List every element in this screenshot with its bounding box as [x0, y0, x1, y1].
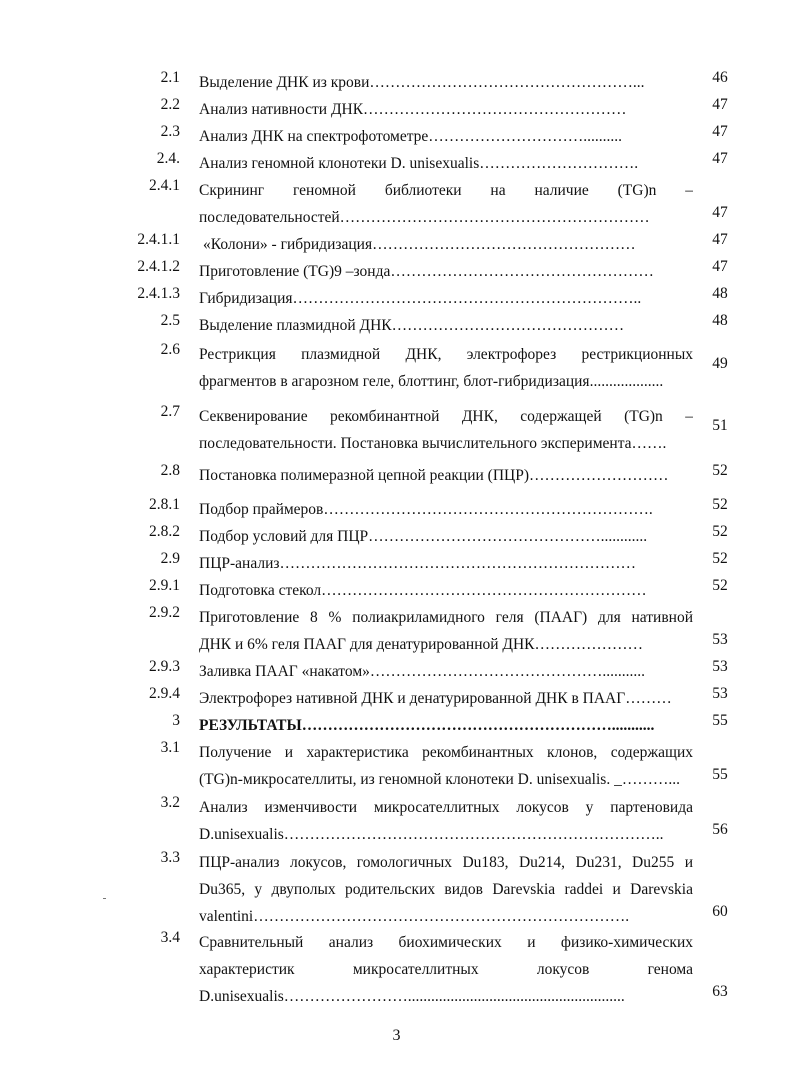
toc-page: 53: [712, 658, 728, 675]
toc-number: 2.9.3: [149, 658, 180, 675]
toc-number: 2.4.1.3: [137, 285, 180, 302]
toc-title: «Колони» - гибридизация……………………………………………: [203, 236, 636, 253]
toc-page: 52: [712, 496, 728, 513]
toc-page: 55: [712, 766, 728, 783]
toc-page: 48: [712, 312, 728, 329]
toc-number: 2.4.: [156, 150, 180, 167]
toc-title-line-2: D.unisexualis………………………………………………………………..: [199, 826, 664, 843]
toc-title-line-1: Скрининг геномной библиотеки на наличие (TG)n –: [199, 182, 693, 199]
toc-title: Постановка полимеразной цепной реакции (ПЦР)………………………: [199, 467, 669, 484]
toc-number: 3.1: [160, 739, 180, 756]
toc-title: Выделение плазмидной ДНК………………………………………: [199, 317, 625, 334]
toc-title: Подбор условий для ПЦР………………………………………............: [199, 528, 648, 545]
toc-title: Приготовление (TG)9 –зонда……………………………………………: [199, 263, 654, 280]
toc-page: 60: [712, 903, 728, 920]
toc-title-line-2: характеристик микросателлитных локусов генома: [199, 961, 693, 978]
toc-number: 2.3: [160, 123, 180, 140]
toc-title-line-1: Приготовление 8 % полиакриламидного геля (ПААГ) для нативной: [199, 609, 693, 626]
toc-number: 2.4.1: [149, 177, 180, 194]
toc-number: 2.7: [160, 403, 180, 420]
toc-number: 2.1: [160, 69, 180, 86]
toc-page: 53: [712, 685, 728, 702]
toc-number: 2.9.4: [149, 685, 180, 702]
toc-page: 56: [712, 821, 728, 838]
toc-title-line-1: Анализ изменчивости микросателлитных локусов у партеновида: [199, 799, 693, 816]
toc-page: 47: [712, 150, 728, 167]
toc-title: Анализ геномной клонотеки D. unisexualis………………………….: [199, 155, 639, 172]
toc-title: РЕЗУЛЬТАТЫ……………………………………………………...........: [199, 717, 655, 734]
toc-page: 46: [712, 69, 728, 86]
toc-number: 2.4.1.1: [137, 231, 180, 248]
toc-page: 55: [712, 712, 728, 729]
toc-page: 51: [712, 417, 728, 434]
toc-title-line-2: (TG)n-микросателлиты, из геномной клонотеки D. unisexualis. _………...: [199, 771, 680, 788]
toc-title: Электрофорез нативной ДНК и денатурированной ДНК в ПААГ………: [199, 690, 672, 707]
toc-title-line-1: Получение и характеристика рекомбинантных клонов, содержащих: [199, 744, 693, 761]
toc-number: 2.8.1: [149, 496, 180, 513]
toc-number: 3.2: [160, 794, 180, 811]
toc-number: 2.8.2: [149, 523, 180, 540]
toc-title-line-1: Сравнительный анализ биохимических и физико-химических: [199, 934, 693, 951]
toc-page: 52: [712, 577, 728, 594]
toc-number: 2.6: [160, 341, 180, 358]
toc-title: ПЦР-анализ……………………………………………………………: [199, 555, 637, 572]
toc-title: Выделение ДНК из крови……………………………………………...: [199, 74, 645, 91]
toc-page: 47: [712, 123, 728, 140]
toc-title: Заливка ПААГ «накатом»………………………………………...........: [199, 663, 646, 680]
toc-number: 3: [172, 712, 180, 729]
toc-number: 3.3: [160, 849, 180, 866]
toc-page: 47: [712, 204, 728, 221]
toc-page: 63: [712, 983, 728, 1000]
toc-page: 47: [712, 231, 728, 248]
toc-number: 2.9: [160, 550, 180, 567]
toc-title-line-1: Секвенирование рекомбинантной ДНК, содержащей (TG)n –: [199, 408, 693, 425]
toc-title: Гибридизация…………………………………………………………..: [199, 290, 642, 307]
toc-title-line-1: ПЦР-анализ локусов, гомологичных Du183, Du214, Du231, Du255 и: [199, 854, 693, 871]
scan-speck: [103, 898, 106, 899]
toc-number: 2.9.1: [149, 577, 180, 594]
toc-title: Подбор праймеров……………………………………………………….: [199, 501, 653, 518]
toc-title-line-2: ДНК и 6% геля ПААГ для денатурированной ДНК…………………: [199, 636, 644, 653]
toc-title: Подготовка стекол………………………………………………………: [199, 582, 647, 599]
toc-page: 47: [712, 258, 728, 275]
toc-title: Анализ ДНК на спектрофотометре…………………………..........: [199, 128, 623, 145]
toc-title-line-2: последовательности. Постановка вычислительного эксперимента…….: [199, 435, 667, 452]
toc-title-line-1: Рестрикция плазмидной ДНК, электрофорез рестрикционных: [199, 346, 693, 363]
toc-page: 49: [712, 355, 728, 372]
toc-number: 2.5: [160, 312, 180, 329]
toc-page: 53: [712, 631, 728, 648]
page-number: 3: [392, 1027, 401, 1044]
toc-number: 2.4.1.2: [137, 258, 180, 275]
toc-title-line-3: D.unisexualis……………………........................................................: [199, 988, 625, 1005]
toc-page: 52: [712, 550, 728, 567]
toc-title: Анализ нативности ДНК……………………………………………: [199, 101, 627, 118]
toc-number: 2.9.2: [149, 604, 180, 621]
toc-number: 2.8: [160, 462, 180, 479]
toc-number: 3.4: [160, 929, 180, 946]
toc-page: 47: [712, 96, 728, 113]
toc-title-line-2: Du365, у двуполых родительских видов Darevskia raddei и Darevskia: [199, 881, 693, 898]
toc-title-line-2: фрагментов в агарозном геле, блоттинг, блот-гибридизация...................: [199, 373, 664, 390]
toc-page: 52: [712, 523, 728, 540]
toc-number: 2.2: [160, 96, 180, 113]
toc-title-line-2: последовательностей……………………………………………………: [199, 209, 650, 226]
toc-title-line-3: valentini……………………………………………………………….: [199, 908, 630, 925]
toc-page: 52: [712, 462, 728, 479]
toc-page: 48: [712, 285, 728, 302]
